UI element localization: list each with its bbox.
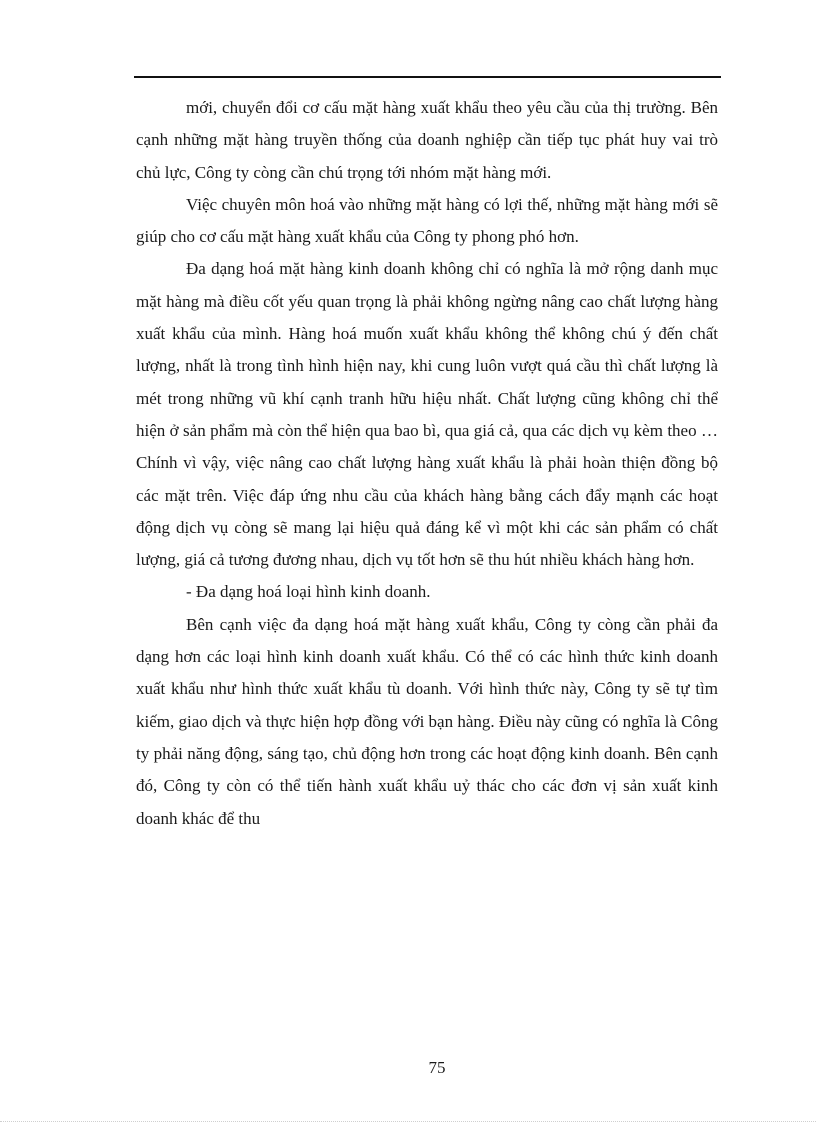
paragraph-2: Việc chuyên môn hoá vào những mặt hàng có lợi thế, những mặt hàng mới sẽ giúp cho cơ cấu mặt hàng xuất khẩu của Công ty phong phó hơn.	[136, 194, 718, 247]
paragraph-4-bullet: - Đa dạng hoá loại hình kinh doanh.	[186, 582, 431, 602]
page-bottom-edge	[0, 1121, 816, 1122]
paragraph-1: mới, chuyển đổi cơ cấu mặt hàng xuất khẩu theo yêu cầu của thị trường. Bên cạnh những mặt hàng truyền thống của doanh nghiệp cần tiếp tục phát huy vai trò chủ lực, Công ty còng cần chú trọng tới nhóm mặt hàng mới.	[136, 98, 718, 182]
paragraph-3: Đa dạng hoá mặt hàng kinh doanh không chỉ có nghĩa là mở rộng danh mục mặt hàng mà điều cốt yếu quan trọng là phải không ngừng nâng cao chất lượng hàng xuất khẩu của mình. Hàng hoá muốn xuất khẩu không thể không chú ý đến chất lượng, nhất là trong tình hình hiện nay, khi cung luôn vượt quá cầu thì chất lượng là mét trong những vũ khí cạnh tranh hữu hiệu nhất. Chất lượng cũng không chỉ thể hiện ở sản phẩm mà còn thể hiện qua bao bì, qua giá cả, qua các dịch vụ kèm theo … Chính vì vậy, việc nâng cao chất lượng hàng xuất khẩu là phải hoàn thiện đồng bộ các mặt trên. Việc đáp ứng nhu cầu của khách hàng bằng cách đẩy mạnh các hoạt động dịch vụ còng sẽ mang lại hiệu quả đáng kể vì một khi các sản phẩm có chất lượng, giá cả tương đương nhau, dịch vụ tốt hơn sẽ thu hút nhiều khách hàng hơn.	[136, 259, 718, 570]
header-rule	[134, 76, 721, 78]
paragraph-5: Bên cạnh việc đa dạng hoá mặt hàng xuất khẩu, Công ty còng cần phải đa dạng hơn các loại hình kinh doanh xuất khẩu. Có thể có các hình thức kinh doanh xuất khẩu như hình thức xuất khẩu tù doanh. Với hình thức này, Công ty sẽ tự tìm kiếm, giao dịch và thực hiện hợp đồng với bạn hàng. Điều này cũng có nghĩa là Công ty phải năng động, sáng tạo, chủ động hơn trong các hoạt động kinh doanh. Bên cạnh đó, Công ty còn có thể tiến hành xuất khẩu uỷ thác cho các đơn vị sản xuất kinh doanh khác để thu	[136, 614, 718, 828]
page-number: 75	[428, 1058, 446, 1077]
body-text	[136, 92, 718, 835]
